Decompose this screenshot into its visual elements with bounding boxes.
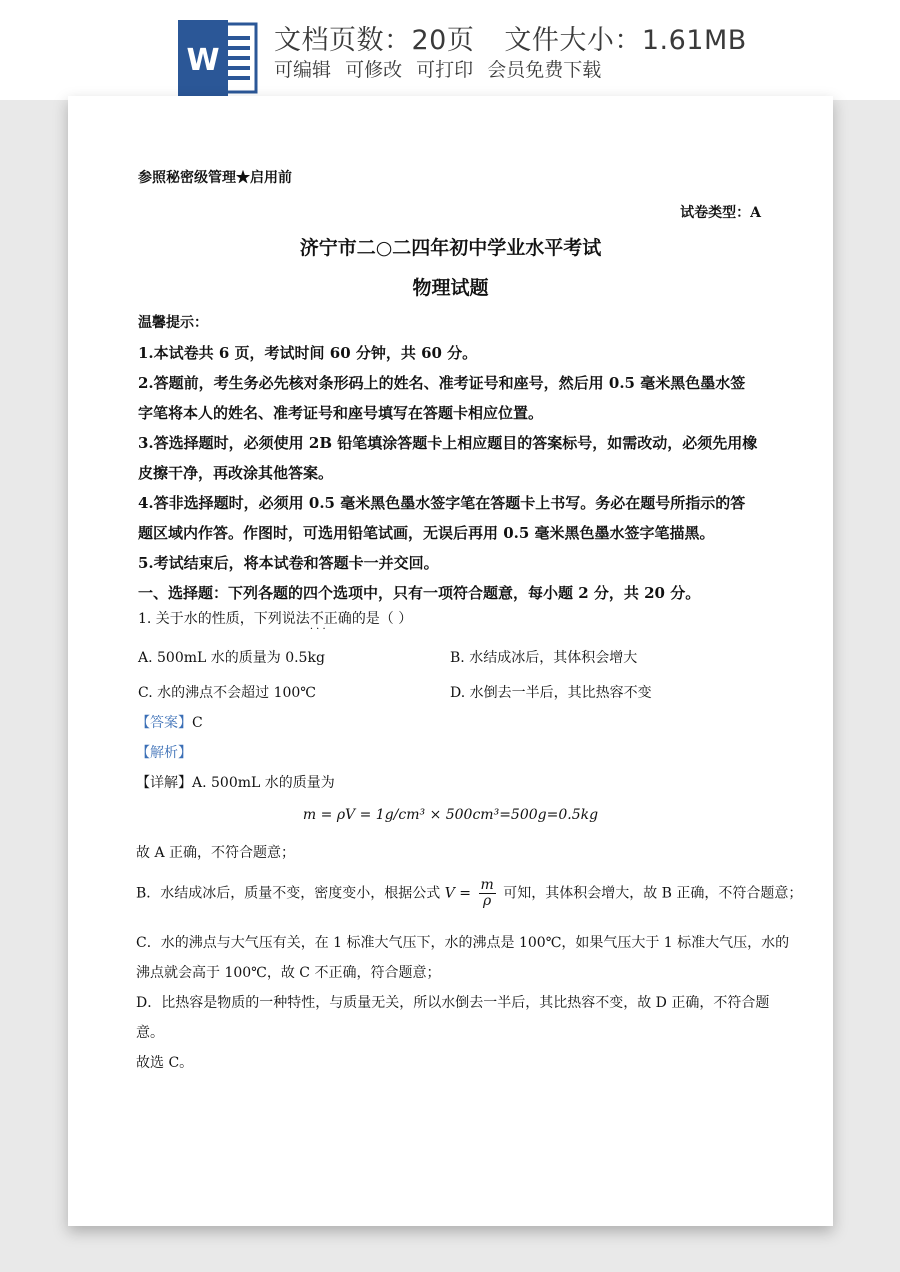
c-explanation-line1: C．水的沸点与大气压有关，在 1 标准大气压下，水的沸点是 100℃，如果气压大于 1 标准大气压，水的	[136, 935, 790, 951]
detail-a: 【详解】A. 500mL 水的质量为	[136, 775, 335, 791]
question-stem	[138, 608, 412, 628]
fraction-numerator: m	[480, 877, 494, 893]
notice-line: 题区域内作答。作图时，可选用铅笔试画，无误后再用 0.5 毫米黑色墨水签字笔描黑。	[138, 524, 715, 542]
option-c: C. 水的沸点不会超过 100℃	[138, 685, 316, 701]
option-b: B. 水结成冰后，其体积会增大	[450, 650, 638, 666]
exam-title: 济宁市二○二四年初中学业水平考试	[299, 237, 602, 259]
file-size-label: 文件大小：1.61MB	[504, 25, 747, 56]
volume-fraction	[479, 878, 496, 909]
notice-line: 5.考试结束后，将本试卷和答题卡一并交回。	[138, 554, 439, 572]
word-document-icon	[178, 20, 258, 96]
answer-line	[136, 712, 203, 732]
notice-line: 字笔将本人的姓名、准考证号和座号填写在答题卡相应位置。	[138, 404, 544, 422]
notice-heading: 温馨提示：	[138, 315, 208, 331]
feature-modifiable: 可修改	[345, 59, 403, 81]
document-info-banner	[0, 0, 900, 100]
mass-formula: m = ρV = 1g/cm³ × 500cm³=500g=0.5kg	[302, 807, 599, 823]
final-answer: 故选 C。	[136, 1055, 194, 1071]
notice-line: 1.本试卷共 6 页，考试时间 60 分钟，共 60 分。	[138, 344, 478, 362]
notice-line: 2.答题前，考生务必先核对条形码上的姓名、准考证号和座号，然后用 0.5 毫米黑色墨水签	[138, 374, 746, 392]
answer-value: C	[192, 715, 203, 731]
b-explanation	[136, 878, 802, 909]
stem-text-end: 的是（ ）	[351, 611, 413, 627]
page-count-label: 文档页数：20页	[274, 25, 475, 56]
analysis-tag: 【解析】	[136, 745, 192, 761]
b-text: B．水结成冰后，质量不变，密度变小，根据公式	[136, 885, 441, 902]
stem-emphasis: 不正确 · · ·	[310, 611, 352, 627]
c-explanation-line2: 沸点就会高于 100℃，故 C 不正确，符合题意；	[136, 965, 441, 981]
notice-line: 3.答选择题时，必须使用 2B 铅笔填涂答题卡上相应题目的答案标号，如需改动，必须先用橡	[138, 434, 758, 452]
d-explanation-line1: D．比热容是物质的一种特性，与质量无关，所以水倒去一半后，其比热容不变，故 D 正确，不符合题	[136, 995, 770, 1011]
paper-type: 试卷类型：A	[680, 205, 761, 221]
notice-line: 4.答非选择题时，必须用 0.5 毫米黑色墨水签字笔在答题卡上书写。务必在题号所指示的答	[138, 494, 746, 512]
exam-subtitle: 物理试题	[412, 277, 489, 299]
notice-line: 皮擦干净，再改涂其他答案。	[138, 464, 334, 482]
confidential-mark: 参照秘密级管理★启用前	[138, 170, 292, 186]
option-d: D. 水倒去一半后，其比热容不变	[450, 685, 652, 701]
option-a: A. 500mL 水的质量为 0.5kg	[138, 650, 325, 666]
volume-formula-lhs: V =	[444, 885, 472, 902]
answer-tag: 【答案】	[136, 715, 192, 731]
svg-text:W: W	[186, 43, 220, 78]
a-conclusion: 故 A 正确，不符合题意；	[136, 845, 296, 861]
banner-file-stats	[274, 18, 747, 57]
banner-features	[274, 55, 609, 82]
feature-printable: 可打印	[416, 59, 474, 81]
d-explanation-line2: 意。	[136, 1025, 164, 1041]
feature-member-download: 会员免费下载	[487, 59, 602, 81]
fraction-denominator: ρ	[483, 893, 492, 909]
section-heading: 一、选择题：下列各题的四个选项中，只有一项符合题意，每小题 2 分，共 20 分。	[138, 584, 701, 602]
b-text-end: 可知，其体积会增大，故 B 正确，不符合题意；	[503, 885, 803, 902]
feature-editable: 可编辑	[274, 59, 332, 81]
document-page	[68, 96, 833, 1226]
stem-text: 1. 关于水的性质，下列说法	[138, 611, 310, 627]
